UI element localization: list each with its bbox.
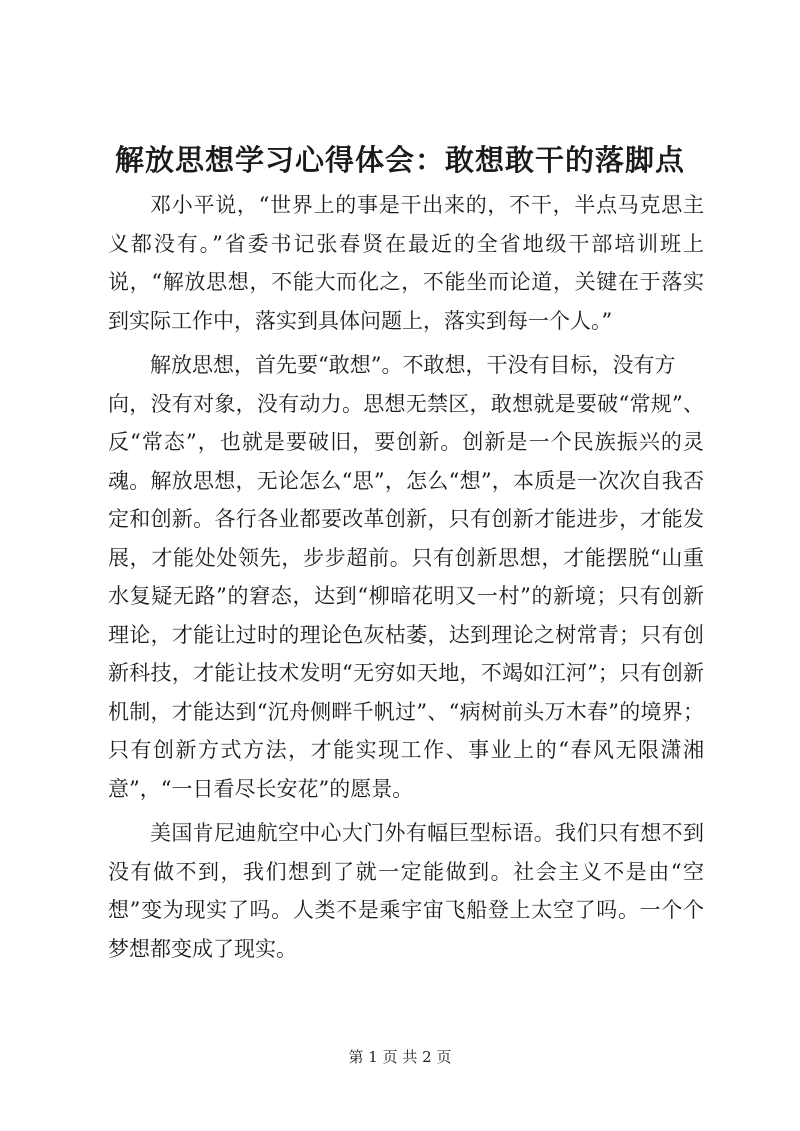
paragraph-2: 解放思想，首先要“敢想”。不敢想，干没有目标，没有方 (150, 353, 676, 377)
paragraph-3: 美国肯尼迪航空中心大门外有幅巨型标语。我们只有想不到没有做不到，我们想到了就一定能做到。社会主义不是由“空想”变为现实了吗。人类不是乘宇宙飞船登上太空了吗。一个个梦想都变成了现实。 (108, 821, 704, 961)
page-footer: 第 1 页 共 2 页 (348, 1048, 452, 1066)
paragraph-2-continued: 向，没有对象，没有动力。思想无禁区，敢想就是要破“常规”、反“常态”，也就是要破旧，要创新。创新是一个民族振兴的灵魂。解放思想，无论怎么“思”，怎么“想”，本质是一次次自我否定和创新。各行各业都要改革创新，只有创新才能进步，才能发展，才能处处领先，步步超前。只有创新思想，才能摆脱“山重水复疑无路”的窘态，达到“柳暗花明又一村”的新境；只有创新理论，才能让过时的理论色灰枯萎，达到理论之树常青；只有创新科技，才能让技术发明“无穷如天地，不竭如江河”；只有创新机制，才能达到“沉舟侧畔千帆过”、“病树前头万木春”的境界；只有创新方式方法，才能实现工作、事业上的“春风无限潇湘意”，“一日看尽长安花”的愿景。 (108, 391, 704, 801)
document-body (108, 186, 704, 974)
document-title: 解放思想学习心得体会：敢想敢干的落脚点 (114, 143, 685, 177)
paragraph-1: 邓小平说，“世界上的事是干出来的，不干，半点马克思主义都没有。”省委书记张春贤在最近的全省地级干部培训班上说，“解放思想，不能大而化之，不能坐而论道，关键在于落实到实际工作中，落实到具体问题上，落实到每一个人。” (108, 193, 704, 333)
